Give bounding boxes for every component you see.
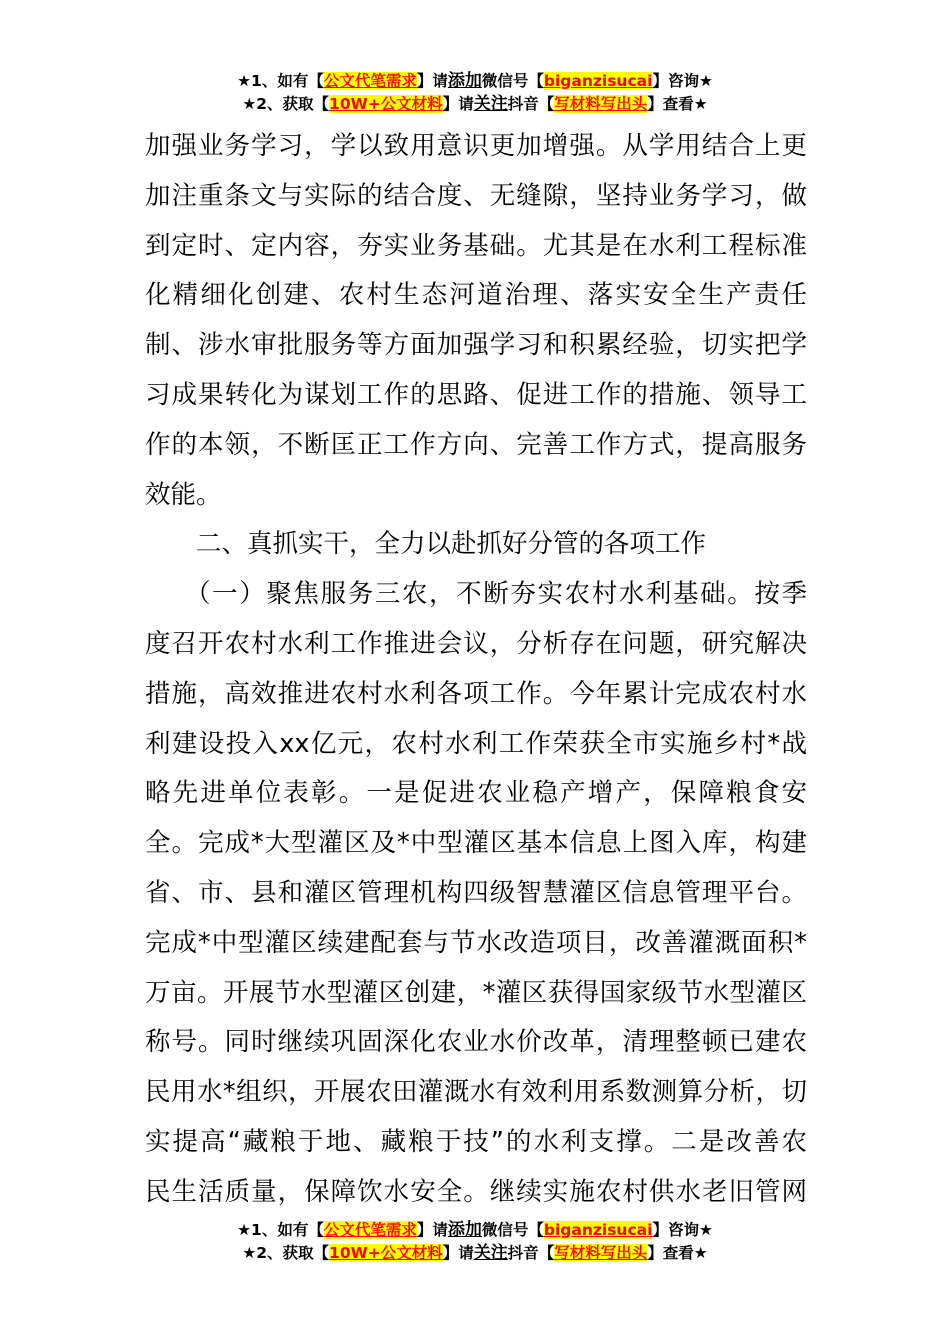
section-heading: 二、真抓实干，全力以赴抓好分管的各项工作 xyxy=(196,529,707,560)
text-line: 习成果转化为谋划工作的思路、促进工作的措施、领导工 xyxy=(145,379,807,410)
text-line: 作的本领，不断匡正工作方向、完善工作方式，提高服务 xyxy=(145,429,807,460)
text-line: 万亩。开展节水型灌区创建，*灌区获得国家级节水型灌区 xyxy=(145,977,807,1008)
text-line: 度召开农村水利工作推进会议，分析存在问题，研究解决 xyxy=(145,628,807,659)
text-line: 民用水*组织，开展农田灌溉水有效利用系数测算分析，切 xyxy=(145,1077,807,1108)
promo-line-2: ★2、获取【10W+公文材料】请关注抖音【写材料写出头】查看★ xyxy=(242,1243,708,1263)
text-line: 民生活质量，保障饮水安全。继续实施农村供水老旧管网 xyxy=(145,1176,807,1207)
promo-banner-top xyxy=(0,70,950,116)
text-line: 制、涉水审批服务等方面加强学习和积累经验，切实把学 xyxy=(145,330,807,361)
text-line: 到定时、定内容，夯实业务基础。尤其是在水利工程标准 xyxy=(145,230,807,261)
text-line: 化精细化创建、农村生态河道治理、落实安全生产责任 xyxy=(145,280,807,311)
text-line: 效能。 xyxy=(145,479,222,510)
text-line: 略先进单位表彰。一是促进农业稳产增产，保障粮食安 xyxy=(145,778,807,809)
document-body xyxy=(145,122,807,1218)
text-line: 加注重条文与实际的结合度、无缝隙，坚持业务学习，做 xyxy=(145,180,807,211)
promo-banner-bottom xyxy=(0,1219,950,1265)
subsection-heading-line: （一）聚焦服务三农，不断夯实农村水利基础。按季 xyxy=(185,579,807,610)
text-line: 省、市、县和灌区管理机构四级智慧灌区信息管理平台。 xyxy=(145,877,807,908)
promo-line-1: ★1、如有【公文代笔需求】请添加微信号【biganzisucai】咨询★ xyxy=(237,71,713,91)
text-line: 利建设投入xx亿元，农村水利工作荣获全市实施乡村*战 xyxy=(145,728,807,759)
promo-line-2: ★2、获取【10W+公文材料】请关注抖音【写材料写出头】查看★ xyxy=(242,94,708,114)
text-line: 加强业务学习，学以致用意识更加增强。从学用结合上更 xyxy=(145,131,807,161)
text-line: 称号。同时继续巩固深化农业水价改革，清理整顿已建农 xyxy=(145,1027,807,1058)
text-line: 完成*中型灌区续建配套与节水改造项目，改善灌溉面积* xyxy=(145,927,807,958)
text-line: 全。完成*大型灌区及*中型灌区基本信息上图入库，构建 xyxy=(145,828,807,859)
text-line: 措施，高效推进农村水利各项工作。今年累计完成农村水 xyxy=(145,678,807,709)
promo-line-1: ★1、如有【公文代笔需求】请添加微信号【biganzisucai】咨询★ xyxy=(237,1220,713,1240)
text-line: 实提高“藏粮于地、藏粮于技”的水利支撑。二是改善农 xyxy=(145,1126,807,1157)
